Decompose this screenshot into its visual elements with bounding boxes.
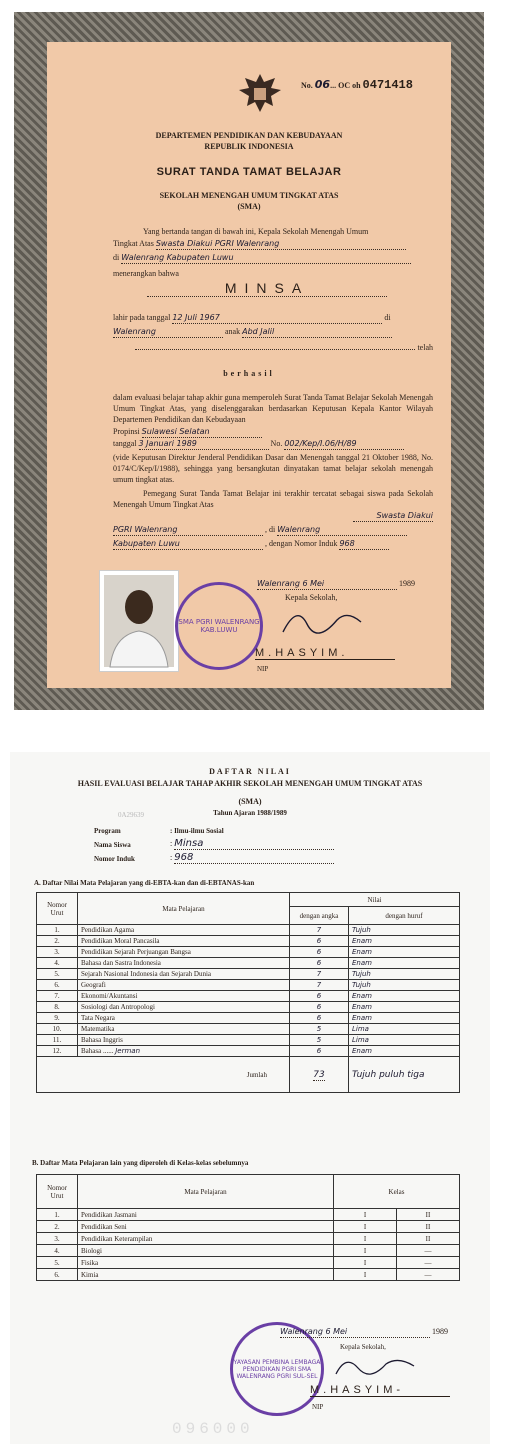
jumlah-huruf-cell — [349, 1057, 460, 1093]
row-subject — [78, 980, 290, 991]
row-kelas1 — [334, 1233, 397, 1245]
holder-paragraph: Pemegang Surat Tanda Tamat Belajar ini terakhir tercatat sebagai siswa pada Sekolah Menengah Umum Tingkat Atas — [113, 489, 433, 509]
row-no — [37, 1209, 78, 1221]
serial-number: 0471418 — [362, 78, 413, 92]
row-no-text: 6. — [54, 1270, 60, 1279]
row-subject — [78, 947, 290, 958]
row-no — [37, 947, 78, 958]
col-b-no — [37, 1175, 78, 1209]
telah-label: telah — [417, 343, 433, 352]
row-no-text: 9. — [54, 1014, 60, 1022]
row-no-text: 4. — [54, 959, 60, 967]
row-huruf — [349, 936, 460, 947]
row-no-text: 2. — [54, 1222, 60, 1231]
grade-a-row — [37, 1002, 460, 1013]
row-angka — [290, 936, 349, 947]
sign-year: 1989 — [399, 579, 415, 588]
kelas1-value: I — [363, 1210, 367, 1219]
tingkat-atas-label: Tingkat Atas — [113, 239, 154, 248]
row-no-text: 1. — [54, 1210, 60, 1219]
row-kelas2 — [397, 1269, 460, 1281]
propinsi-label: Propinsi — [113, 427, 140, 436]
location-handwritten: Walenrang Kabupaten Luwu — [121, 252, 411, 264]
nama-siswa-label: Nama Siswa — [94, 841, 131, 849]
angka-value: 7 — [316, 926, 322, 934]
place-date-handwritten: Walenrang 6 Mei — [257, 578, 397, 590]
grade-b-row — [37, 1209, 460, 1221]
academic-year: Tahun Ajaran 1988/1989 — [213, 809, 287, 817]
row-subject — [78, 1233, 334, 1245]
row-huruf — [349, 991, 460, 1002]
intro-text: Yang bertanda tangan di bawah ini, Kepala Sekolah Menengah Umum — [143, 227, 369, 236]
row-huruf — [349, 1024, 460, 1035]
grade-b-row — [37, 1221, 460, 1233]
number-label: No. — [301, 81, 313, 90]
grades-b-body — [37, 1209, 460, 1281]
subject-text: Geografi — [81, 981, 106, 989]
cert-number: No. 06... OC oh 0471418 — [301, 78, 413, 92]
row-no-text: 3. — [54, 1234, 60, 1243]
certificate-body — [47, 42, 451, 688]
lahir-label: lahir pada tanggal — [113, 313, 171, 322]
school-line — [113, 238, 433, 250]
row-no — [37, 1013, 78, 1024]
huruf-value: Enam — [352, 1047, 372, 1055]
signature-icon — [277, 602, 367, 642]
angka-value: 6 — [316, 959, 322, 967]
signature-place-line — [257, 578, 437, 590]
induk-label: , dengan Nomor Induk — [265, 539, 338, 548]
row-subject — [78, 1013, 290, 1024]
col-b-kelas-text: Kelas — [388, 1187, 405, 1196]
grades-signature-icon — [330, 1350, 420, 1382]
col-a-angka — [290, 907, 349, 925]
row-no-text: 6. — [54, 981, 60, 989]
dept-line-1: DEPARTEMEN PENDIDIKAN DAN KEBUDAYAAN — [155, 131, 343, 140]
row-no-text: 11. — [52, 1036, 62, 1044]
col-b-subject-text: Mata Pelajaran — [184, 1187, 227, 1196]
row-no-text: 7. — [54, 992, 60, 1000]
kelas1-value: I — [363, 1246, 367, 1255]
birth-date-handwritten: 12 Juli 1967 — [172, 312, 382, 324]
row-subject — [78, 1269, 334, 1281]
kelas1-value: I — [363, 1270, 367, 1279]
row-huruf — [349, 925, 460, 936]
grade-a-row — [37, 1024, 460, 1035]
grades-table-b — [36, 1174, 460, 1281]
grade-a-row — [37, 980, 460, 991]
row-huruf — [349, 1013, 460, 1024]
di-label: di — [113, 253, 120, 262]
telah-line — [113, 342, 433, 353]
school2b-line — [113, 524, 433, 536]
program-label: Program — [94, 827, 121, 835]
grade-a-row — [37, 1013, 460, 1024]
section-b-title: B. Daftar Mata Pelajaran lain yang diperoleh di Kelas-kelas sebelumnya — [32, 1159, 249, 1167]
col-b-no-text: Nomor Urut — [47, 1183, 67, 1200]
angka-value: 6 — [316, 937, 322, 945]
stamp-text: SMA PGRI WALENRANG KAB.LUWU — [178, 618, 260, 634]
col-a-nilai — [290, 893, 460, 907]
row-kelas2 — [397, 1257, 460, 1269]
propinsi-line — [113, 426, 433, 438]
school-level-text: SEKOLAH MENENGAH UMUM TINGKAT ATAS — [159, 191, 339, 200]
kelas2-value: II — [425, 1210, 431, 1219]
nama-siswa-value: Minsa — [174, 838, 334, 850]
di2-label: , di — [265, 525, 276, 534]
row-no — [37, 1046, 78, 1057]
row-angka — [290, 1024, 349, 1035]
row-kelas1 — [334, 1245, 397, 1257]
row-kelas1 — [334, 1209, 397, 1221]
birth-place-handwritten: Walenrang — [113, 326, 223, 338]
row-no-text: 1. — [54, 926, 60, 934]
row-no-text: 3. — [54, 948, 60, 956]
grade-a-row — [37, 991, 460, 1002]
birth-line — [113, 312, 433, 324]
huruf-value: Enam — [352, 948, 372, 956]
subject-text: Pendidikan Seni — [81, 1222, 127, 1231]
col-a-huruf-text: dengan huruf — [385, 911, 423, 920]
row-no-text: 4. — [54, 1246, 60, 1255]
row-subject — [78, 991, 290, 1002]
row-subject — [78, 1035, 290, 1046]
grade-b-row — [37, 1257, 460, 1269]
angka-value: 6 — [316, 1003, 322, 1011]
angka-value: 6 — [316, 1014, 322, 1022]
kelas1-value: I — [363, 1234, 367, 1243]
col-a-subject — [78, 893, 290, 925]
bahasa-handwritten: Jerman — [115, 1047, 141, 1055]
row-kelas2 — [397, 1221, 460, 1233]
grades-place-line — [280, 1326, 470, 1338]
kabupaten-handwritten: Kabupaten Luwu — [113, 538, 263, 550]
row-huruf — [349, 947, 460, 958]
subject-text: Bahasa Inggris — [81, 1036, 123, 1044]
decree-number-handwritten: 002/Kep/I.06/H/89 — [284, 438, 404, 450]
row-kelas1 — [334, 1257, 397, 1269]
propinsi-handwritten: Sulawesi Selatan — [142, 426, 262, 438]
row-no-text: 8. — [54, 1003, 60, 1011]
row-no — [37, 1002, 78, 1013]
subject-text: Tata Negara — [81, 1014, 115, 1022]
subject-text: Sejarah Nasional Indonesia dan Sejarah Dunia — [81, 970, 212, 978]
faint-bottom-number: 096000 — [172, 1420, 254, 1438]
row-huruf — [349, 980, 460, 991]
subject-text: Kimia — [81, 1270, 99, 1279]
row-no — [37, 1269, 78, 1281]
row-kelas1 — [334, 1221, 397, 1233]
row-subject — [78, 1209, 334, 1221]
row-no — [37, 1221, 78, 1233]
school-stamp — [175, 582, 263, 670]
grades-abbr: (SMA) — [238, 797, 262, 806]
subject-text: Biologi — [81, 1246, 103, 1255]
row-no-text: 5. — [54, 970, 60, 978]
angka-value: 7 — [316, 981, 322, 989]
row-subject — [78, 1024, 290, 1035]
grades-place-date-handwritten: Walenrang 6 Mei — [280, 1326, 430, 1338]
kepala-sekolah-label: Kepala Sekolah, — [285, 593, 338, 602]
angka-value: 6 — [316, 948, 322, 956]
portrait-photo-icon — [100, 571, 178, 671]
induk-handwritten: 968 — [339, 538, 389, 550]
kelas2-value: — — [424, 1246, 432, 1255]
kelas1-value: I — [363, 1258, 367, 1267]
grade-a-row — [37, 936, 460, 947]
location-line — [113, 252, 433, 264]
birthplace-line — [113, 326, 433, 338]
row-subject — [78, 1257, 334, 1269]
row-no — [37, 1257, 78, 1269]
nama-siswa-row: : Minsa — [170, 838, 340, 850]
subject-text: Pendidikan Keterampilan — [81, 1234, 153, 1243]
grade-a-row — [37, 925, 460, 936]
grades-signer-name: M.HASYIM- — [310, 1384, 450, 1397]
jumlah-huruf: Tujuh puluh tiga — [352, 1069, 425, 1080]
no-label: No. — [270, 439, 283, 448]
row-subject — [78, 1245, 334, 1257]
row-no — [37, 958, 78, 969]
huruf-value: Tujuh — [352, 926, 371, 934]
kelas2-value: II — [425, 1222, 431, 1231]
row-angka — [290, 958, 349, 969]
nomor-induk-row: : 968 — [170, 852, 340, 864]
row-no-text: 10. — [52, 1025, 62, 1033]
huruf-value: Enam — [352, 959, 372, 967]
row-kelas1 — [334, 1269, 397, 1281]
row-no-text: 12. — [52, 1047, 62, 1055]
tanggal-label: tanggal — [113, 439, 137, 448]
student-photo — [99, 570, 179, 672]
grade-a-row — [37, 969, 460, 980]
grade-b-row — [37, 1269, 460, 1281]
location2-handwritten: Walenrang — [277, 524, 407, 536]
grade-b-row — [37, 1233, 460, 1245]
section-a-title: A. Daftar Nilai Mata Pelajaran yang di-EBTA-kan dan di-EBTANAS-kan — [34, 879, 255, 887]
row-no-text: 5. — [54, 1258, 60, 1267]
row-no — [37, 925, 78, 936]
huruf-value: Lima — [352, 1036, 369, 1044]
col-a-subject-text: Mata Pelajaran — [162, 904, 205, 913]
row-kelas2 — [397, 1209, 460, 1221]
parent-name-handwritten: Abd Jalil — [242, 326, 392, 338]
col-a-no — [37, 893, 78, 925]
row-angka — [290, 1013, 349, 1024]
nomor-induk-value: 968 — [174, 852, 334, 864]
garuda-emblem-icon — [237, 70, 283, 116]
angka-value: 5 — [316, 1025, 322, 1033]
angka-value: 5 — [316, 1036, 322, 1044]
row-angka — [290, 969, 349, 980]
kelas1-value: I — [363, 1222, 367, 1231]
nomor-induk-label: Nomor Induk — [94, 855, 135, 863]
grade-a-row — [37, 958, 460, 969]
school2-handwritten-b: PGRI Walenrang — [113, 524, 263, 536]
row-no — [37, 1024, 78, 1035]
row-subject — [78, 925, 290, 936]
huruf-value: Enam — [352, 1014, 372, 1022]
vide-paragraph: (vide Keputusan Direktur Jenderal Pendidikan Dasar dan Menengah tanggal 21 Oktober 1988, No. 0174/C/Kep/I/1988), sehingga yang bersangkutan dinyatakan tamat belajar sekolah menengah umum tingkat atas. — [113, 453, 433, 484]
col-a-no-text: Nomor Urut — [47, 900, 67, 917]
row-no — [37, 980, 78, 991]
row-subject — [78, 969, 290, 980]
row-no-text: 2. — [54, 937, 60, 945]
huruf-value: Enam — [352, 1003, 372, 1011]
subject-text: Bahasa dan Sastra Indonesia — [81, 959, 161, 967]
subject-text: Matematika — [81, 1025, 115, 1033]
row-huruf — [349, 969, 460, 980]
huruf-value: Enam — [352, 992, 372, 1000]
foundation-stamp-text: YAYASAN PEMBINA LEMBAGA PENDIDIKAN PGRI SMA WALENRANG PGRI SUL-SEL — [233, 1358, 321, 1380]
angka-value: 6 — [316, 992, 322, 1000]
row-kelas2 — [397, 1233, 460, 1245]
row-subject — [78, 1046, 290, 1057]
dept-line-2: REPUBLIK INDONESIA — [204, 142, 294, 151]
row-subject — [78, 1002, 290, 1013]
row-angka — [290, 980, 349, 991]
dept-heading — [47, 130, 451, 152]
grade-a-row — [37, 1046, 460, 1057]
angka-value: 6 — [316, 1047, 322, 1055]
subject-text: Pendidikan Moral Pancasila — [81, 937, 160, 945]
row-no — [37, 1035, 78, 1046]
tanggal-handwritten: 3 Januari 1989 — [139, 438, 269, 450]
row-huruf — [349, 1002, 460, 1013]
row-no — [37, 936, 78, 947]
row-angka — [290, 1002, 349, 1013]
kelas2-value: — — [424, 1270, 432, 1279]
birth-di-label: di — [384, 313, 391, 322]
jumlah-cell — [37, 1057, 290, 1093]
subject-text: Pendidikan Sejarah Perjuangan Bangsa — [81, 948, 191, 956]
school-level — [47, 190, 451, 212]
berhasil-label: berhasil — [223, 369, 275, 378]
row-no — [37, 991, 78, 1002]
huruf-value: Enam — [352, 937, 372, 945]
subject-text: Pendidikan Agama — [81, 926, 135, 934]
subject-text: Fisika — [81, 1258, 99, 1267]
kelas2-value: — — [424, 1258, 432, 1267]
number-suffix: OC oh — [338, 81, 361, 90]
evaluation-paragraph: dalam evaluasi belajar tahap akhir guna memperoleh Surat Tanda Tamat Belajar Sekolah Menengah Umum Tingkat Atas, yang diselenggarakan berdasarkan Keputusan Kepala Kantor Wilayah Departemen Pendidikan dan Kebudayaan — [113, 393, 433, 424]
jumlah-angka: 73 — [313, 1069, 325, 1080]
grade-sheet-page — [10, 752, 490, 1444]
certificate-page — [14, 12, 484, 710]
grade-a-row — [37, 947, 460, 958]
signer-name: M.HASYIM. — [255, 647, 395, 660]
row-angka — [290, 991, 349, 1002]
subject-text: Sosiologi dan Antropologi — [81, 1003, 155, 1011]
anak-label: anak — [225, 327, 241, 336]
subject-text: Ekonomi/Akuntansi — [81, 992, 138, 1000]
tanggal-line — [113, 438, 433, 450]
school-name-handwritten: Swasta Diakui PGRI Walenrang — [156, 238, 406, 250]
row-subject — [78, 936, 290, 947]
huruf-value: Tujuh — [352, 981, 371, 989]
row-subject — [78, 958, 290, 969]
row-no — [37, 969, 78, 980]
grades-sign-year: 1989 — [432, 1327, 448, 1336]
menerangkan-label: menerangkan bahwa — [113, 269, 179, 278]
subject-text: Pendidikan Jasmani — [81, 1210, 137, 1219]
row-huruf — [349, 1046, 460, 1057]
col-a-huruf — [349, 907, 460, 925]
row-kelas2 — [397, 1245, 460, 1257]
grade-a-row — [37, 1035, 460, 1046]
grades-subheading: HASIL EVALUASI BELAJAR TAHAP AKHIR SEKOLAH MENENGAH UMUM TINGKAT ATAS — [77, 779, 423, 788]
school2-line — [113, 510, 433, 522]
subject-text: Bahasa ...... — [81, 1047, 114, 1055]
faint-serial-stamp: 0A29639 — [118, 811, 145, 819]
certificate-title: SURAT TANDA TAMAT BELAJAR — [156, 166, 342, 178]
grades-nip-label: NIP — [312, 1403, 324, 1411]
grades-table-a — [36, 892, 460, 1093]
row-angka — [290, 1035, 349, 1046]
huruf-value: Lima — [352, 1025, 369, 1033]
school-abbr: (SMA) — [237, 202, 261, 211]
grade-b-row — [37, 1245, 460, 1257]
row-no — [37, 1233, 78, 1245]
school2-handwritten-a: Swasta Diakui — [353, 510, 433, 522]
angka-value: 7 — [316, 970, 322, 978]
row-angka — [290, 1046, 349, 1057]
row-angka — [290, 947, 349, 958]
row-huruf — [349, 1035, 460, 1046]
kelas2-value: II — [425, 1234, 431, 1243]
induk-line — [113, 538, 433, 550]
col-b-kelas — [334, 1175, 460, 1209]
number-handwritten: 06 — [314, 78, 331, 91]
col-b-subject — [78, 1175, 334, 1209]
grades-kepala-label: Kepala Sekolah, — [340, 1343, 386, 1351]
grades-heading: DAFTAR NILAI — [209, 767, 291, 776]
row-huruf — [349, 958, 460, 969]
jumlah-angka-cell — [290, 1057, 349, 1093]
col-a-nilai-text: Nilai — [367, 895, 382, 904]
grades-a-body — [37, 925, 460, 1057]
program-value: : Ilmu-ilmu Sosial — [170, 827, 224, 835]
row-subject — [78, 1221, 334, 1233]
row-no — [37, 1245, 78, 1257]
col-a-angka-text: dengan angka — [299, 911, 339, 920]
row-angka — [290, 925, 349, 936]
student-name: MINSA — [147, 280, 387, 297]
huruf-value: Tujuh — [352, 970, 371, 978]
nip-label: NIP — [257, 665, 269, 673]
jumlah-label: Jumlah — [246, 1070, 267, 1079]
